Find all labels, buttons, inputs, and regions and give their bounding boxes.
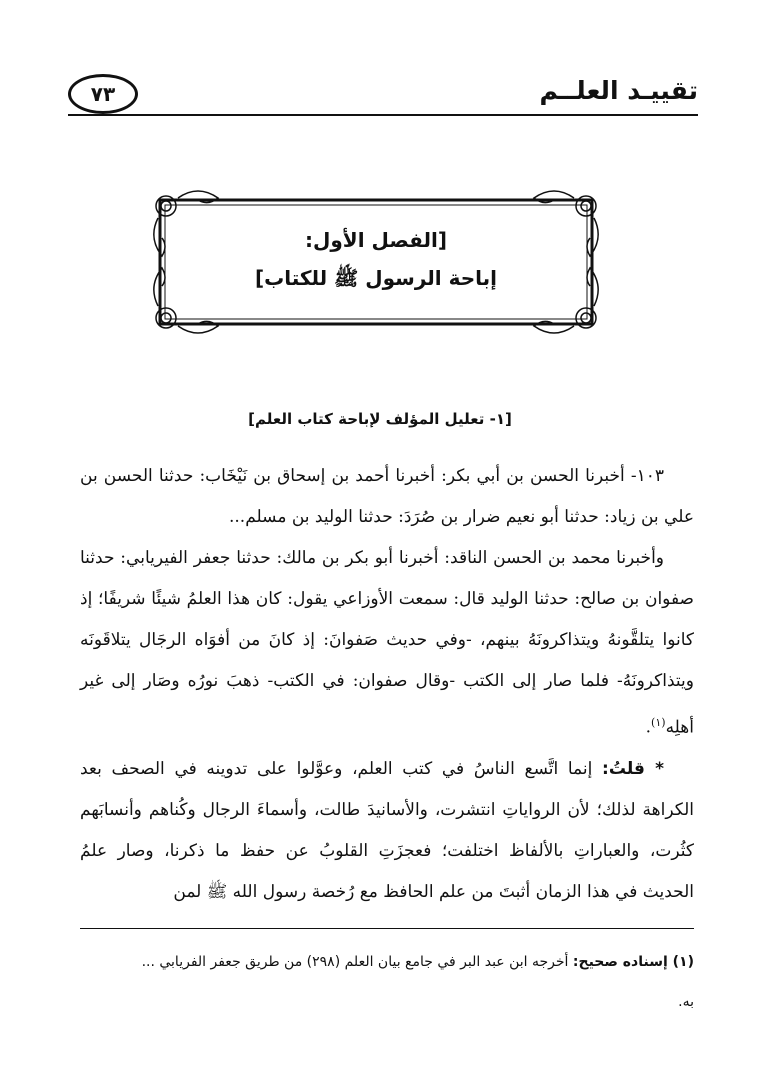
paragraph-3-text: إنما اتَّسع الناسُ في كتب العلم، وعوَّلوا على تدوينه في الصحف بعد الكراهة لذلك؛ لأن الرواياتِ انتشرت، والأسانيدَ طالت، وأسماءَ الرجال وكُناهم وأنسابَهم كثُرت، والعباراتِ بالألفاظ اختلفت؛ فعجزَتِ القلوبُ عن حفظ ما ذكرنا، وصار علمُ الحديث في هذا الزمان أثبتَ من علم الحافظ مع رُخصة رسول الله ﷺ لمن xyxy=(80,758,694,902)
paragraph-103: ١٠٣- أخبرنا الحسن بن أبي بكر: أخبرنا أحمد بن إسحاق بن نَيْخَاب: حدثنا الحسن بن علي بن زياد: حدثنا أبو نعيم ضرار بن صُرَدَ: حدثنا الوليد بن مسلم... xyxy=(80,466,694,527)
running-title: تقييـد العلــم xyxy=(539,76,698,105)
header-rule xyxy=(68,114,698,116)
footnote-rule xyxy=(80,928,694,929)
paragraph-2-end: . xyxy=(645,717,652,738)
paragraph-3-lead: * قلتُ: xyxy=(602,758,664,779)
page-number: ٧٣ xyxy=(68,74,138,114)
chapter-title-line-1: [الفصل الأول: xyxy=(305,228,447,252)
chapter-title-frame xyxy=(150,188,602,336)
page-header xyxy=(68,74,698,114)
footnote-lead: (١) إسناده صحيح: xyxy=(572,954,694,970)
footnote xyxy=(80,942,694,1022)
body-text xyxy=(80,456,694,913)
section-heading: [١- تعليل المؤلف لإباحة كتاب العلم] xyxy=(248,410,512,428)
paragraph-3 xyxy=(80,749,694,913)
chapter-title-line-2: إباحة الرسول ﷺ للكتاب] xyxy=(254,266,498,290)
footnote-line-1 xyxy=(80,942,694,982)
footnote-marker[interactable]: (١) xyxy=(651,716,666,729)
chapter-title xyxy=(150,228,602,295)
footnote-line-2: به. xyxy=(678,994,694,1010)
paragraph-2-text: وأخبرنا محمد بن الحسن الناقد: أخبرنا أبو بكر بن مالك: حدثنا جعفر الفيريابي: حدثنا صفوان بن صالح: حدثنا الوليد قال: سمعت الأوزاعي يقول: كان هذا العلمُ شيئًا شريفًا؛ إذ كانوا يتلقَّونهُ ويتذاكرونَهُ بينهم، -وفي حديث صَفوانَ: إذ كانَ من أفوَاه الرجَال يتلاقَونَه ويتذاكرونَهُ- فلما صار إلى الكتب -وقال صفوان: في الكتب- ذهبَ نورُه وصَار إلى غير أهلِه xyxy=(80,548,694,738)
paragraph-2 xyxy=(80,538,694,749)
footnote-text: أخرجه ابن عبد البر في جامع بيان العلم (٢٩٨) من طريق جعفر الفريابي ... xyxy=(141,954,569,970)
